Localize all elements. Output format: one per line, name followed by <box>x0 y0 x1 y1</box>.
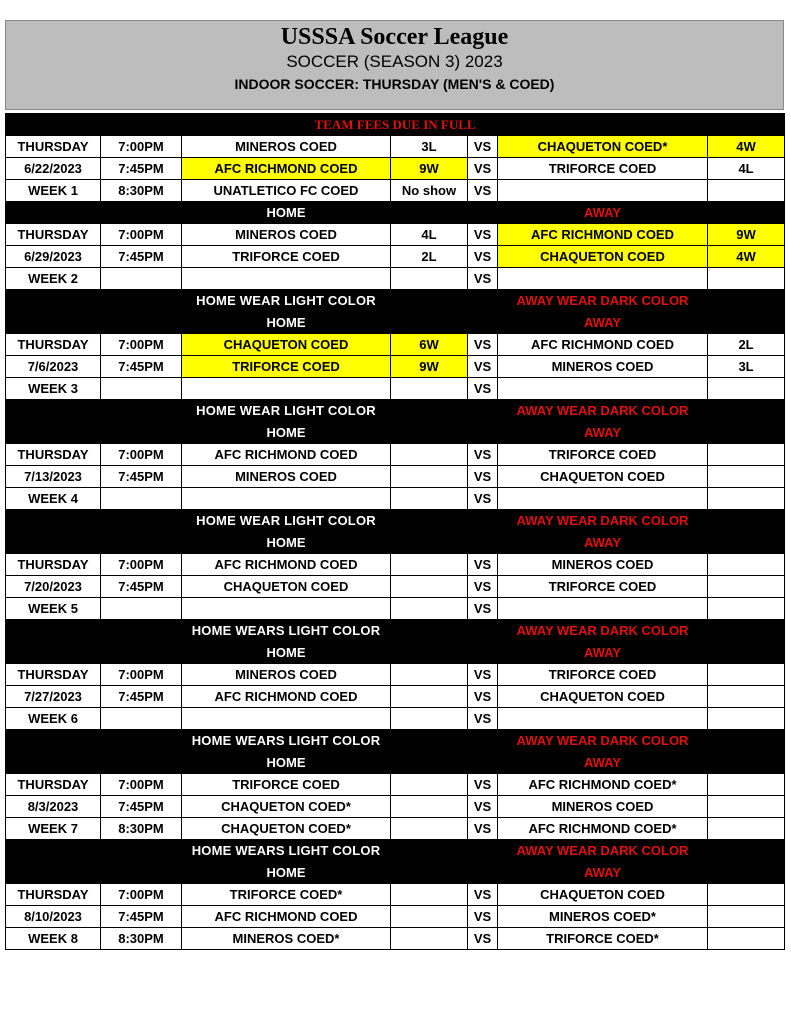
league-title: USSSA Soccer League <box>280 24 509 50</box>
away-team-cell: CHAQUETON COED <box>498 686 708 708</box>
away-team-cell <box>498 268 708 290</box>
home-score-cell <box>391 554 468 576</box>
blank-cell <box>391 840 498 862</box>
section-label-row <box>6 730 785 752</box>
blank-cell <box>708 422 785 444</box>
away-team-cell: CHAQUETON COED <box>498 884 708 906</box>
time-cell: 7:00PM <box>101 224 182 246</box>
match-row <box>6 246 785 268</box>
match-row <box>6 906 785 928</box>
schedule-header <box>5 20 784 110</box>
home-score-cell <box>391 378 468 400</box>
home-score-cell <box>391 664 468 686</box>
blank-cell <box>708 202 785 224</box>
blank-cell <box>6 510 182 532</box>
away-team-cell: MINEROS COED <box>498 356 708 378</box>
home-label: HOME <box>182 422 391 444</box>
away-score-cell <box>708 796 785 818</box>
away-team-cell: MINEROS COED <box>498 554 708 576</box>
blank-cell <box>708 840 785 862</box>
time-cell: 7:00PM <box>101 554 182 576</box>
blank-cell <box>391 510 498 532</box>
date-week-cell: WEEK 3 <box>6 378 101 400</box>
home-team-cell: CHAQUETON COED* <box>182 796 391 818</box>
away-score-cell <box>708 774 785 796</box>
away-team-cell: CHAQUETON COED <box>498 246 708 268</box>
section-label-row <box>6 290 785 312</box>
away-team-cell: AFC RICHMOND COED* <box>498 774 708 796</box>
home-wear-label: HOME WEARS LIGHT COLOR <box>182 840 391 862</box>
vs-cell: VS <box>468 378 498 400</box>
time-cell: 7:00PM <box>101 884 182 906</box>
home-score-cell <box>391 488 468 510</box>
home-team-cell: MINEROS COED <box>182 136 391 158</box>
date-week-cell: WEEK 4 <box>6 488 101 510</box>
blank-cell <box>708 642 785 664</box>
home-score-cell: 2L <box>391 246 468 268</box>
time-cell <box>101 598 182 620</box>
blank-cell <box>708 862 785 884</box>
match-row <box>6 136 785 158</box>
blank-cell <box>391 862 498 884</box>
home-score-cell <box>391 928 468 950</box>
blank-cell <box>391 312 498 334</box>
home-team-cell: MINEROS COED <box>182 224 391 246</box>
section-label-row <box>6 752 785 774</box>
away-label: AWAY <box>498 312 708 334</box>
match-row <box>6 268 785 290</box>
away-score-cell <box>708 180 785 202</box>
match-row <box>6 356 785 378</box>
away-score-cell: 4W <box>708 136 785 158</box>
blank-cell <box>391 202 498 224</box>
date-week-cell: 7/27/2023 <box>6 686 101 708</box>
away-score-cell <box>708 818 785 840</box>
away-team-cell <box>498 598 708 620</box>
blank-cell <box>708 752 785 774</box>
away-score-cell <box>708 488 785 510</box>
time-cell: 7:45PM <box>101 576 182 598</box>
away-score-cell <box>708 906 785 928</box>
match-row <box>6 796 785 818</box>
home-wear-label: HOME WEAR LIGHT COLOR <box>182 400 391 422</box>
section-label-row <box>6 840 785 862</box>
away-score-cell <box>708 884 785 906</box>
home-team-cell <box>182 598 391 620</box>
time-cell: 7:00PM <box>101 136 182 158</box>
time-cell: 7:45PM <box>101 686 182 708</box>
away-team-cell: AFC RICHMOND COED <box>498 334 708 356</box>
away-score-cell: 4L <box>708 158 785 180</box>
vs-cell: VS <box>468 818 498 840</box>
vs-cell: VS <box>468 246 498 268</box>
away-label: AWAY <box>498 202 708 224</box>
vs-cell: VS <box>468 796 498 818</box>
date-week-cell: WEEK 1 <box>6 180 101 202</box>
blank-cell <box>391 532 498 554</box>
away-score-cell <box>708 598 785 620</box>
vs-cell: VS <box>468 884 498 906</box>
vs-cell: VS <box>468 268 498 290</box>
match-row <box>6 334 785 356</box>
home-score-cell: 9W <box>391 158 468 180</box>
date-week-cell: THURSDAY <box>6 664 101 686</box>
date-week-cell: THURSDAY <box>6 444 101 466</box>
date-week-cell: THURSDAY <box>6 136 101 158</box>
match-row <box>6 180 785 202</box>
away-team-cell <box>498 180 708 202</box>
away-score-cell <box>708 576 785 598</box>
home-wear-label: HOME WEARS LIGHT COLOR <box>182 620 391 642</box>
date-week-cell: THURSDAY <box>6 884 101 906</box>
time-cell: 8:30PM <box>101 928 182 950</box>
away-label: AWAY <box>498 752 708 774</box>
match-row <box>6 598 785 620</box>
time-cell: 7:45PM <box>101 466 182 488</box>
section-label-row <box>6 510 785 532</box>
home-label: HOME <box>182 202 391 224</box>
time-cell <box>101 488 182 510</box>
away-team-cell: TRIFORCE COED <box>498 444 708 466</box>
blank-cell <box>6 642 182 664</box>
away-team-cell <box>498 378 708 400</box>
date-week-cell: 7/13/2023 <box>6 466 101 488</box>
section-label-row <box>6 312 785 334</box>
away-team-cell: TRIFORCE COED <box>498 664 708 686</box>
blank-cell <box>708 312 785 334</box>
away-score-cell <box>708 268 785 290</box>
date-week-cell: WEEK 7 <box>6 818 101 840</box>
vs-cell: VS <box>468 664 498 686</box>
vs-cell: VS <box>468 356 498 378</box>
home-score-cell <box>391 444 468 466</box>
vs-cell: VS <box>468 158 498 180</box>
away-wear-label: AWAY WEAR DARK COLOR <box>498 840 708 862</box>
vs-cell: VS <box>468 906 498 928</box>
match-row <box>6 378 785 400</box>
vs-cell: VS <box>468 554 498 576</box>
home-wear-label: HOME WEAR LIGHT COLOR <box>182 290 391 312</box>
time-cell: 7:00PM <box>101 774 182 796</box>
away-team-cell: AFC RICHMOND COED* <box>498 818 708 840</box>
away-score-cell <box>708 378 785 400</box>
blank-cell <box>391 752 498 774</box>
blank-cell <box>6 290 182 312</box>
blank-cell <box>6 752 182 774</box>
away-team-cell: CHAQUETON COED <box>498 466 708 488</box>
blank-cell <box>6 840 182 862</box>
blank-cell <box>6 400 182 422</box>
away-team-cell: CHAQUETON COED* <box>498 136 708 158</box>
vs-cell: VS <box>468 686 498 708</box>
time-cell: 8:30PM <box>101 180 182 202</box>
time-cell: 7:45PM <box>101 246 182 268</box>
vs-cell: VS <box>468 708 498 730</box>
division-title: INDOOR SOCCER: THURSDAY (MEN'S & COED) <box>234 76 555 92</box>
away-team-cell <box>498 488 708 510</box>
blank-cell <box>391 730 498 752</box>
home-team-cell: UNATLETICO FC COED <box>182 180 391 202</box>
home-wear-label: HOME WEAR LIGHT COLOR <box>182 510 391 532</box>
away-score-cell <box>708 664 785 686</box>
away-wear-label: AWAY WEAR DARK COLOR <box>498 730 708 752</box>
date-week-cell: 8/10/2023 <box>6 906 101 928</box>
time-cell: 7:45PM <box>101 796 182 818</box>
away-score-cell: 9W <box>708 224 785 246</box>
home-team-cell: AFC RICHMOND COED <box>182 554 391 576</box>
home-label: HOME <box>182 312 391 334</box>
section-label-row <box>6 620 785 642</box>
away-team-cell: MINEROS COED <box>498 796 708 818</box>
season-title: SOCCER (SEASON 3) 2023 <box>286 52 503 71</box>
blank-cell <box>6 202 182 224</box>
date-week-cell: THURSDAY <box>6 774 101 796</box>
match-row <box>6 818 785 840</box>
home-label: HOME <box>182 642 391 664</box>
blank-cell <box>6 620 182 642</box>
section-label-row <box>6 202 785 224</box>
match-row <box>6 576 785 598</box>
date-week-cell: 6/29/2023 <box>6 246 101 268</box>
home-score-cell <box>391 466 468 488</box>
home-team-cell: MINEROS COED <box>182 664 391 686</box>
home-score-cell: 3L <box>391 136 468 158</box>
home-score-cell <box>391 686 468 708</box>
home-team-cell: CHAQUETON COED* <box>182 818 391 840</box>
match-row <box>6 708 785 730</box>
home-team-cell: AFC RICHMOND COED <box>182 158 391 180</box>
date-week-cell: 7/6/2023 <box>6 356 101 378</box>
vs-cell: VS <box>468 334 498 356</box>
away-team-cell: AFC RICHMOND COED <box>498 224 708 246</box>
section-label-row <box>6 642 785 664</box>
home-score-cell <box>391 708 468 730</box>
away-score-cell: 3L <box>708 356 785 378</box>
vs-cell: VS <box>468 598 498 620</box>
away-wear-label: AWAY WEAR DARK COLOR <box>498 290 708 312</box>
away-score-cell: 2L <box>708 334 785 356</box>
match-row <box>6 224 785 246</box>
home-label: HOME <box>182 532 391 554</box>
date-week-cell: 8/3/2023 <box>6 796 101 818</box>
home-label: HOME <box>182 862 391 884</box>
away-wear-label: AWAY WEAR DARK COLOR <box>498 510 708 532</box>
time-cell: 7:45PM <box>101 158 182 180</box>
away-score-cell <box>708 466 785 488</box>
date-week-cell: 7/20/2023 <box>6 576 101 598</box>
time-cell: 8:30PM <box>101 818 182 840</box>
home-team-cell: TRIFORCE COED <box>182 774 391 796</box>
blank-cell <box>708 510 785 532</box>
time-cell: 7:00PM <box>101 664 182 686</box>
away-team-cell <box>498 708 708 730</box>
schedule-table <box>5 113 785 950</box>
date-week-cell: 6/22/2023 <box>6 158 101 180</box>
home-score-cell: 4L <box>391 224 468 246</box>
home-team-cell: AFC RICHMOND COED <box>182 906 391 928</box>
away-wear-label: AWAY WEAR DARK COLOR <box>498 400 708 422</box>
section-label-row <box>6 862 785 884</box>
away-wear-label: AWAY WEAR DARK COLOR <box>498 620 708 642</box>
vs-cell: VS <box>468 444 498 466</box>
time-cell: 7:00PM <box>101 334 182 356</box>
time-cell: 7:45PM <box>101 906 182 928</box>
section-label-row <box>6 532 785 554</box>
home-label: HOME <box>182 752 391 774</box>
home-score-cell: 9W <box>391 356 468 378</box>
vs-cell: VS <box>468 488 498 510</box>
date-week-cell: THURSDAY <box>6 224 101 246</box>
blank-cell <box>6 312 182 334</box>
blank-cell <box>708 620 785 642</box>
away-score-cell <box>708 686 785 708</box>
blank-cell <box>708 290 785 312</box>
vs-cell: VS <box>468 774 498 796</box>
away-score-cell: 4W <box>708 246 785 268</box>
home-score-cell: 6W <box>391 334 468 356</box>
home-score-cell <box>391 796 468 818</box>
away-score-cell <box>708 708 785 730</box>
date-week-cell: WEEK 6 <box>6 708 101 730</box>
home-team-cell <box>182 378 391 400</box>
fees-banner-row <box>6 114 785 136</box>
match-row <box>6 774 785 796</box>
time-cell <box>101 378 182 400</box>
vs-cell: VS <box>468 136 498 158</box>
away-score-cell <box>708 928 785 950</box>
blank-cell <box>391 400 498 422</box>
home-score-cell <box>391 576 468 598</box>
away-label: AWAY <box>498 532 708 554</box>
home-score-cell <box>391 884 468 906</box>
section-label-row <box>6 400 785 422</box>
home-score-cell <box>391 906 468 928</box>
blank-cell <box>391 620 498 642</box>
time-cell: 7:00PM <box>101 444 182 466</box>
home-team-cell: MINEROS COED* <box>182 928 391 950</box>
away-score-cell <box>708 554 785 576</box>
blank-cell <box>6 532 182 554</box>
fees-banner: TEAM FEES DUE IN FULL <box>6 114 785 136</box>
date-week-cell: WEEK 8 <box>6 928 101 950</box>
vs-cell: VS <box>468 180 498 202</box>
match-row <box>6 884 785 906</box>
home-team-cell <box>182 268 391 290</box>
match-row <box>6 158 785 180</box>
vs-cell: VS <box>468 928 498 950</box>
home-team-cell: TRIFORCE COED <box>182 246 391 268</box>
blank-cell <box>708 730 785 752</box>
home-team-cell: AFC RICHMOND COED <box>182 444 391 466</box>
away-team-cell: TRIFORCE COED <box>498 576 708 598</box>
away-team-cell: TRIFORCE COED <box>498 158 708 180</box>
blank-cell <box>6 422 182 444</box>
date-week-cell: THURSDAY <box>6 334 101 356</box>
home-team-cell: TRIFORCE COED* <box>182 884 391 906</box>
blank-cell <box>391 290 498 312</box>
date-week-cell: THURSDAY <box>6 554 101 576</box>
blank-cell <box>708 400 785 422</box>
time-cell <box>101 708 182 730</box>
blank-cell <box>391 422 498 444</box>
date-week-cell: WEEK 5 <box>6 598 101 620</box>
time-cell <box>101 268 182 290</box>
away-label: AWAY <box>498 422 708 444</box>
match-row <box>6 466 785 488</box>
match-row <box>6 444 785 466</box>
home-score-cell: No show <box>391 180 468 202</box>
match-row <box>6 664 785 686</box>
away-team-cell: TRIFORCE COED* <box>498 928 708 950</box>
home-score-cell <box>391 774 468 796</box>
blank-cell <box>6 862 182 884</box>
home-team-cell: MINEROS COED <box>182 466 391 488</box>
vs-cell: VS <box>468 466 498 488</box>
home-team-cell: CHAQUETON COED <box>182 576 391 598</box>
section-label-row <box>6 422 785 444</box>
home-team-cell: CHAQUETON COED <box>182 334 391 356</box>
match-row <box>6 928 785 950</box>
away-score-cell <box>708 444 785 466</box>
match-row <box>6 488 785 510</box>
home-wear-label: HOME WEARS LIGHT COLOR <box>182 730 391 752</box>
home-team-cell <box>182 708 391 730</box>
home-team-cell: TRIFORCE COED <box>182 356 391 378</box>
away-label: AWAY <box>498 642 708 664</box>
home-score-cell <box>391 598 468 620</box>
away-label: AWAY <box>498 862 708 884</box>
vs-cell: VS <box>468 576 498 598</box>
home-score-cell <box>391 818 468 840</box>
blank-cell <box>708 532 785 554</box>
match-row <box>6 686 785 708</box>
home-team-cell: AFC RICHMOND COED <box>182 686 391 708</box>
vs-cell: VS <box>468 224 498 246</box>
time-cell: 7:45PM <box>101 356 182 378</box>
blank-cell <box>391 642 498 664</box>
home-team-cell <box>182 488 391 510</box>
blank-cell <box>6 730 182 752</box>
match-row <box>6 554 785 576</box>
away-team-cell: MINEROS COED* <box>498 906 708 928</box>
home-score-cell <box>391 268 468 290</box>
date-week-cell: WEEK 2 <box>6 268 101 290</box>
